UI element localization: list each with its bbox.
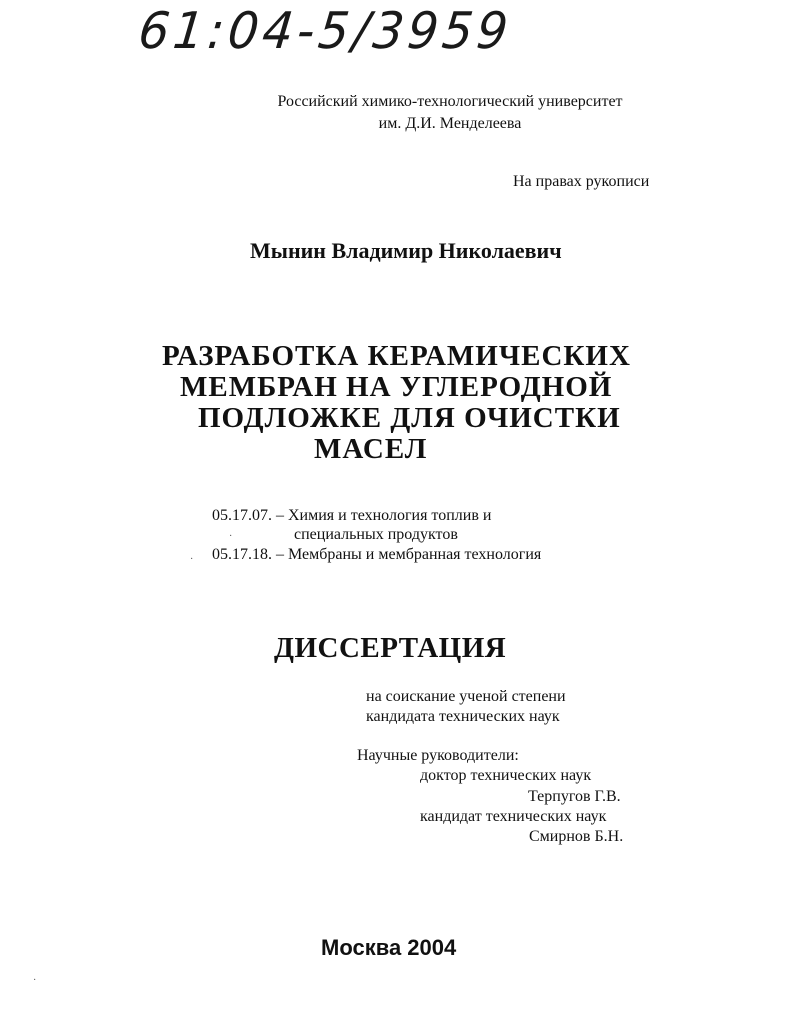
specialty-code-1: 05.17.07. – Химия и технология топлив и <box>212 507 492 524</box>
thesis-title-line-3: ПОДЛОЖКЕ ДЛЯ ОЧИСТКИ <box>198 402 621 434</box>
degree-line-2: кандидата технических наук <box>366 708 560 725</box>
scan-speck: · <box>33 975 37 986</box>
degree-line-1: на соискание ученой степени <box>366 688 566 705</box>
supervisor-2-degree: кандидат технических наук <box>420 808 607 825</box>
manuscript-rights-note: На правах рукописи <box>513 173 650 190</box>
document-type-heading: ДИССЕРТАЦИЯ <box>274 632 507 664</box>
supervisor-1-degree: доктор технических наук <box>420 767 592 784</box>
thesis-title-line-2: МЕМБРАН НА УГЛЕРОДНОЙ <box>180 371 613 403</box>
supervisor-1-name: Терпугов Г.В. <box>528 788 621 805</box>
supervisors-heading: Научные руководители: <box>357 747 519 764</box>
specialty-code-2: 05.17.18. – Мембраны и мембранная технология <box>212 546 542 563</box>
thesis-title-line-1: РАЗРАБОТКА КЕРАМИЧЕСКИХ <box>162 340 631 372</box>
university-name: Российский химико-технологический университет <box>277 93 623 110</box>
handwritten-archive-code: 61:04-5/3959 <box>135 2 515 61</box>
author-name: Мынин Владимир Николаевич <box>250 238 562 263</box>
city-and-year: Москва 2004 <box>321 935 457 960</box>
specialty-code-1-continued: специальных продуктов <box>294 526 458 543</box>
scan-speck: · <box>190 554 194 565</box>
university-namesake: им. Д.И. Менделеева <box>378 115 522 132</box>
thesis-title-line-4: МАСЕЛ <box>314 433 428 465</box>
supervisor-2-name: Смирнов Б.Н. <box>529 828 624 845</box>
scan-speck: · <box>229 531 233 542</box>
